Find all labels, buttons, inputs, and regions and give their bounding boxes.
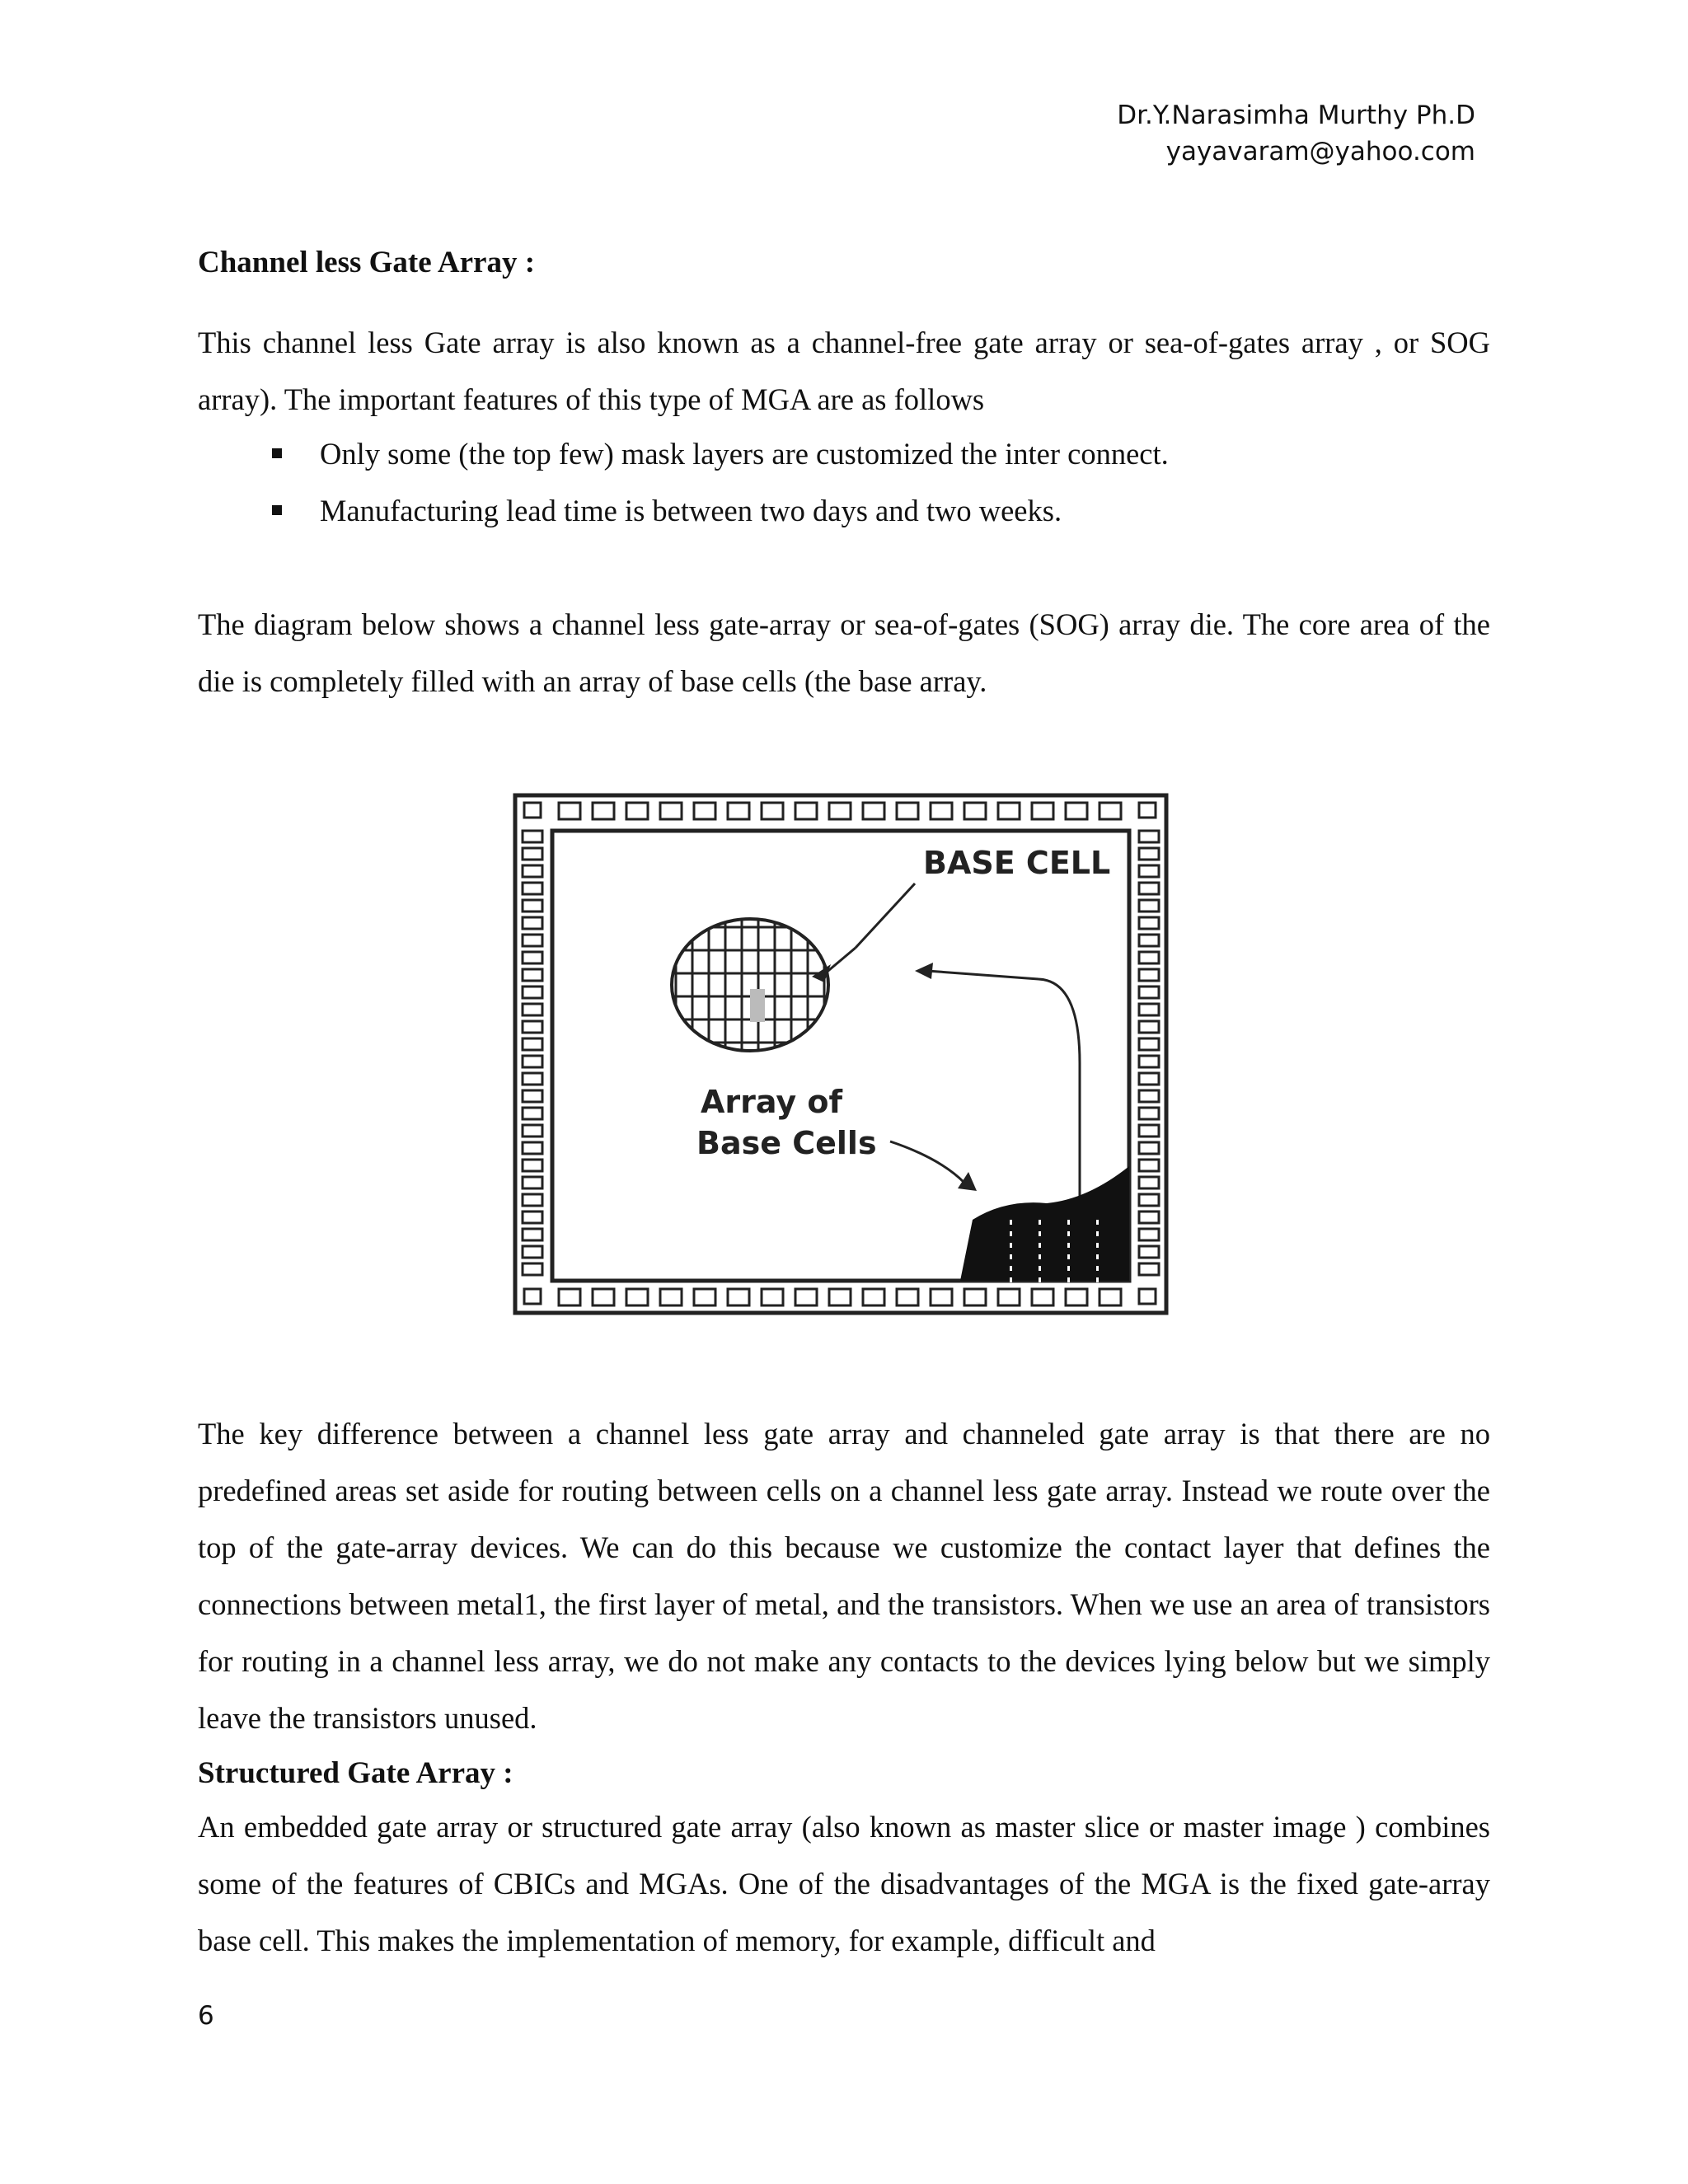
diagram-intro-paragraph: The diagram below shows a channel less gate-array or sea-of-gates (SOG) array die. The core area of the die is completely filled with an array of base cells (the base array.	[198, 607, 1490, 698]
io-pad	[795, 1289, 817, 1305]
io-pad	[964, 1289, 986, 1305]
io-pad	[998, 1289, 1020, 1305]
io-pad	[829, 803, 851, 819]
io-pad	[1139, 987, 1159, 998]
io-pad	[964, 803, 986, 819]
highlighted-base-cell	[750, 989, 765, 1022]
key-difference-paragraph: The key difference between a channel less gate array and channeled gate array is that there are no predefined areas set aside for routing between cells on a channel less gate array. Instead we route over the top of the gate-array devices. We can do this because we customize the contact layer that defines the connections between metal1, the first layer of metal, and the transistors. When we use an area of transistors for routing in a channel less array, we do not make any contacts to the devices lying below but we simply leave the transistors unused.	[198, 1417, 1490, 1735]
io-pad	[523, 935, 542, 946]
io-pad	[523, 1246, 542, 1258]
page-header	[1117, 97, 1475, 170]
io-pad	[1139, 1073, 1159, 1085]
feature-list	[272, 425, 1169, 539]
section-heading-structured: Structured Gate Array :	[198, 1756, 513, 1790]
io-pad	[1139, 1160, 1159, 1171]
io-pad	[523, 848, 542, 860]
io-pad	[863, 803, 884, 819]
intro-paragraph: This channel less Gate array is also known as a channel-free gate array or sea-of-gates array , or SOG array). The important features of this type of MGA are as follows	[198, 326, 1490, 416]
io-pad	[728, 803, 749, 819]
io-pad	[1139, 935, 1159, 946]
io-pad	[1139, 1229, 1159, 1240]
author-name: Dr.Y.Narasimha Murthy Ph.D	[1117, 101, 1475, 130]
io-pad	[523, 952, 542, 963]
io-pad	[1139, 1056, 1159, 1067]
bullet-square-icon	[272, 448, 282, 458]
io-pad	[1066, 1289, 1087, 1305]
io-pad	[1139, 1263, 1159, 1275]
io-pad	[897, 1289, 918, 1305]
io-pad	[1139, 917, 1159, 929]
io-pad	[523, 969, 542, 981]
io-pad	[523, 1263, 542, 1275]
io-pad	[593, 803, 614, 819]
corner-pad	[1139, 803, 1156, 818]
io-pad	[523, 1212, 542, 1223]
io-pad	[1139, 883, 1159, 894]
io-pad	[523, 1160, 542, 1171]
io-pad	[523, 883, 542, 894]
io-pad	[523, 1229, 542, 1240]
io-pad	[523, 1142, 542, 1154]
bullet-square-icon	[272, 505, 282, 515]
io-pad	[1139, 865, 1159, 877]
label-array-line1: Array of	[701, 1084, 843, 1120]
io-pad	[931, 1289, 952, 1305]
io-pad	[1139, 1004, 1159, 1015]
io-pad	[1032, 1289, 1053, 1305]
io-pad	[1100, 1289, 1121, 1305]
io-pad	[694, 1289, 715, 1305]
io-pad	[762, 803, 783, 819]
corner-pad	[1139, 1289, 1156, 1304]
io-pad	[1139, 1125, 1159, 1137]
io-pad	[523, 865, 542, 877]
io-pad	[523, 1056, 542, 1067]
io-pad	[523, 1177, 542, 1188]
io-pad	[1139, 1177, 1159, 1188]
io-pad	[1139, 1038, 1159, 1050]
io-pad	[559, 803, 580, 819]
io-pad	[762, 1289, 783, 1305]
io-pad	[523, 1090, 542, 1102]
corner-pad	[524, 1289, 541, 1304]
io-pad	[1139, 1194, 1159, 1206]
io-pad	[1139, 1108, 1159, 1119]
io-pad	[1139, 1090, 1159, 1102]
sog-die-diagram	[511, 791, 1170, 1319]
list-item: Only some (the top few) mask layers are customized the inter connect.	[272, 425, 1169, 482]
io-pad	[523, 1038, 542, 1050]
io-pad	[1139, 900, 1159, 912]
io-pad	[1139, 1212, 1159, 1223]
io-pad	[523, 917, 542, 929]
io-pad	[523, 1073, 542, 1085]
structured-paragraph: An embedded gate array or structured gate array (also known as master slice or master image ) combines some of the features of CBICs and MGAs. One of the disadvantages of the MGA is the fixed gate-array base cell. This makes the implementation of memory, for example, difficult and	[198, 1810, 1490, 1957]
io-pad	[1139, 1021, 1159, 1033]
list-item: Manufacturing lead time is between two days and two weeks.	[272, 482, 1169, 539]
io-pad	[523, 1021, 542, 1033]
io-pad	[1139, 1142, 1159, 1154]
io-pad	[795, 803, 817, 819]
io-pad	[931, 803, 952, 819]
io-pad	[897, 803, 918, 819]
page-number: 6	[198, 2001, 214, 2031]
io-pad	[523, 987, 542, 998]
io-pad	[728, 1289, 749, 1305]
io-pad	[1139, 1246, 1159, 1258]
io-pad	[523, 900, 542, 912]
io-pad	[559, 1289, 580, 1305]
section-heading-channel-less: Channel less Gate Array :	[198, 246, 536, 279]
io-pad	[829, 1289, 851, 1305]
io-pad	[523, 1194, 542, 1206]
io-pad	[523, 1004, 542, 1015]
io-pad	[1139, 952, 1159, 963]
io-pad	[1032, 803, 1053, 819]
io-pad	[626, 803, 648, 819]
io-pad	[593, 1289, 614, 1305]
label-array-line2: Base Cells	[696, 1125, 877, 1161]
io-pad	[694, 803, 715, 819]
io-pad	[626, 1289, 648, 1305]
io-pad	[998, 803, 1020, 819]
io-pad	[1139, 831, 1159, 842]
label-base-cell: BASE CELL	[923, 845, 1111, 881]
io-pad	[1139, 969, 1159, 981]
io-pad	[660, 803, 682, 819]
io-pad	[523, 1108, 542, 1119]
io-pad	[1066, 803, 1087, 819]
io-pad	[863, 1289, 884, 1305]
io-pad	[523, 831, 542, 842]
corner-pad	[524, 803, 541, 818]
io-pad	[523, 1125, 542, 1137]
io-pad	[660, 1289, 682, 1305]
author-email: yayavaram@yahoo.com	[1165, 137, 1475, 166]
io-pad	[1100, 803, 1121, 819]
io-pad	[1139, 848, 1159, 860]
